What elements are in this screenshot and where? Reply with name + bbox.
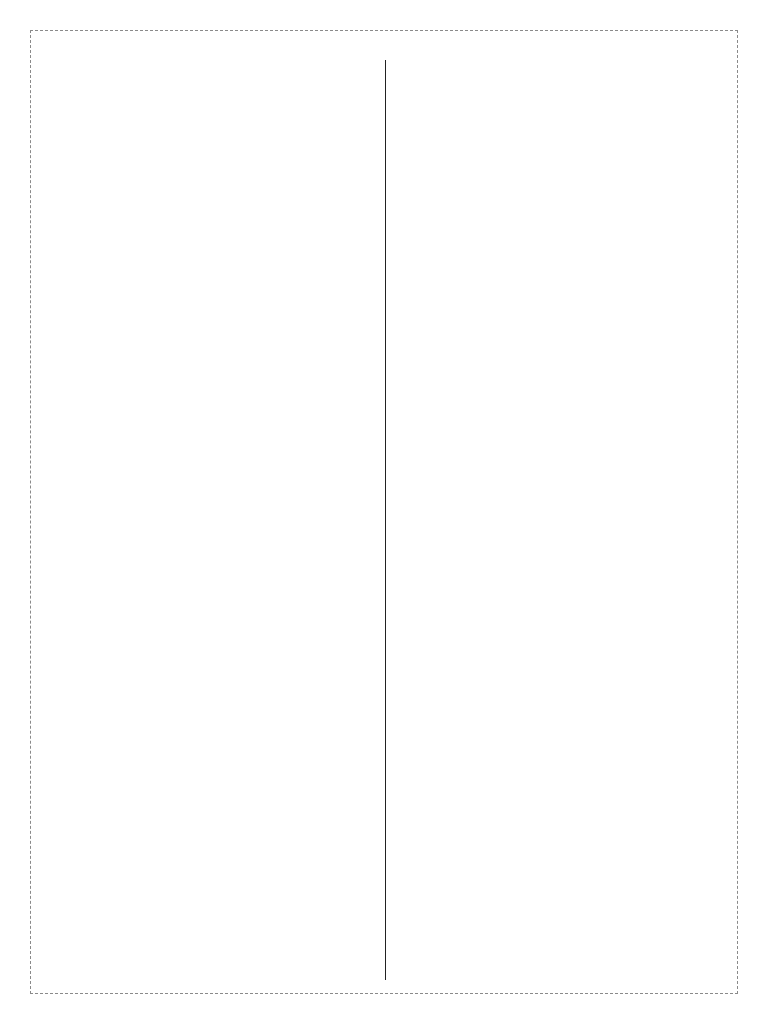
column-divider [385, 60, 386, 980]
page-border [30, 30, 738, 994]
